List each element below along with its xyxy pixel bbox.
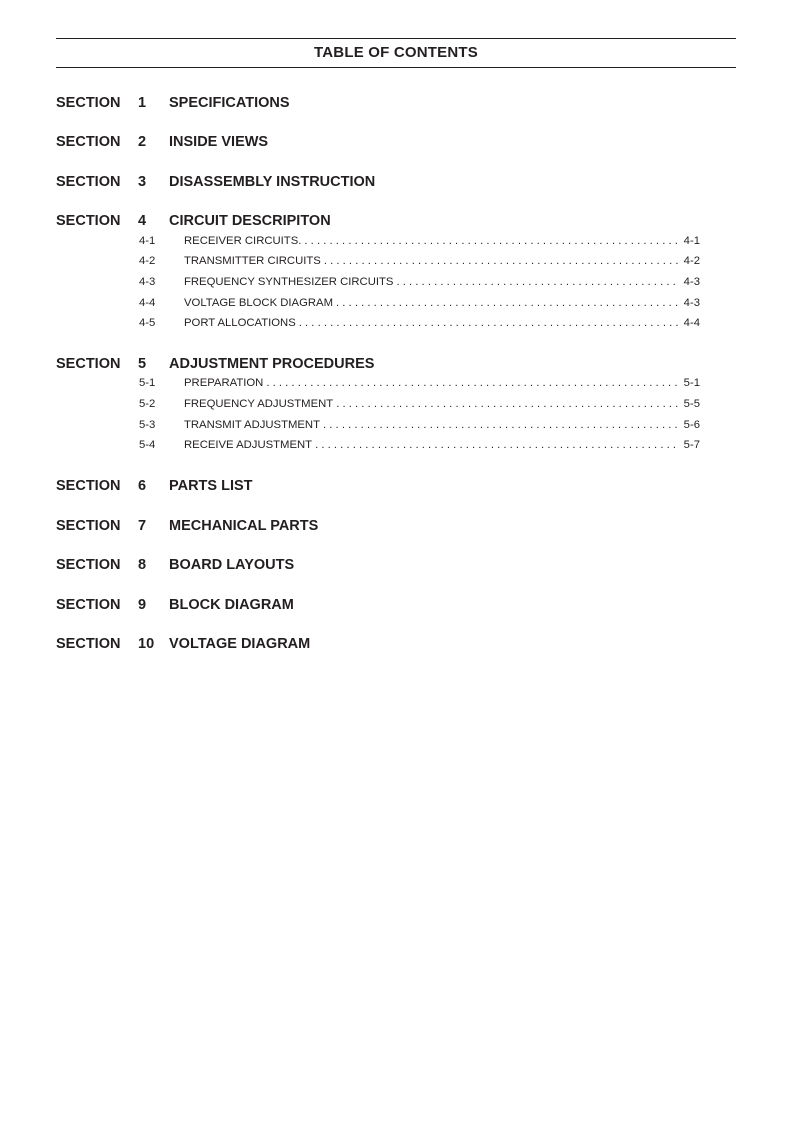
- entry-page: 5-1: [683, 377, 700, 389]
- entry-number: 5-3: [139, 419, 156, 431]
- entry-line: [184, 377, 700, 389]
- section-title: VOLTAGE DIAGRAM: [169, 636, 311, 652]
- dot-leader: [323, 419, 679, 431]
- entry-line: [184, 276, 700, 288]
- section-number: 5: [138, 356, 147, 372]
- entry-number: 4-3: [139, 276, 156, 288]
- toc-entry-4-1[interactable]: [139, 235, 700, 249]
- entry-line: [184, 419, 700, 431]
- entry-line: [184, 297, 700, 309]
- section-title: DISASSEMBLY INSTRUCTION: [169, 174, 376, 190]
- toc-section-8[interactable]: [56, 557, 736, 577]
- section-number: 8: [138, 557, 147, 573]
- section-word: SECTION: [56, 478, 121, 494]
- entry-page: 5-7: [683, 439, 700, 451]
- entry-page: 4-4: [683, 317, 700, 329]
- section-word: SECTION: [56, 174, 121, 190]
- toc-section-1[interactable]: [56, 95, 736, 115]
- section-title: INSIDE VIEWS: [169, 134, 269, 150]
- dot-leader: [315, 439, 679, 451]
- entry-label: PORT ALLOCATIONS: [184, 317, 296, 329]
- dot-leader: [336, 297, 679, 309]
- section-word: SECTION: [56, 636, 121, 652]
- entry-number: 4-5: [139, 317, 156, 329]
- section-number: 6: [138, 478, 147, 494]
- entry-page: 4-2: [683, 255, 700, 267]
- toc-entry-4-5[interactable]: [139, 317, 700, 331]
- entry-page: 4-3: [683, 297, 700, 309]
- entry-line: [184, 235, 700, 247]
- section-title: MECHANICAL PARTS: [169, 518, 319, 534]
- dot-leader: [299, 317, 679, 329]
- entry-number: 5-2: [139, 398, 156, 410]
- section-word: SECTION: [56, 597, 121, 613]
- entry-line: [184, 439, 700, 451]
- section-word: SECTION: [56, 518, 121, 534]
- toc-section-2[interactable]: [56, 134, 736, 154]
- dot-leader: [266, 377, 678, 389]
- toc-section-5[interactable]: [56, 356, 736, 376]
- dot-leader: [324, 255, 679, 267]
- section-title: SPECIFICATIONS: [169, 95, 290, 111]
- section-title: BOARD LAYOUTS: [169, 557, 295, 573]
- section-title: ADJUSTMENT PROCEDURES: [169, 356, 375, 372]
- section-title: BLOCK DIAGRAM: [169, 597, 294, 613]
- section-word: SECTION: [56, 95, 121, 111]
- toc-section-4[interactable]: [56, 213, 736, 233]
- section-word: SECTION: [56, 557, 121, 573]
- section-number: 10: [138, 636, 155, 652]
- entry-label: PREPARATION: [184, 377, 264, 389]
- toc-entry-4-3[interactable]: [139, 276, 700, 290]
- entry-page: 4-3: [683, 276, 700, 288]
- entry-line: [184, 317, 700, 329]
- toc-entry-5-2[interactable]: [139, 398, 700, 412]
- section-word: SECTION: [56, 213, 121, 229]
- toc-entry-4-4[interactable]: [139, 297, 700, 311]
- entry-label: RECEIVER CIRCUITS.: [184, 235, 302, 247]
- entry-label: TRANSMIT ADJUSTMENT: [184, 419, 320, 431]
- entry-label: VOLTAGE BLOCK DIAGRAM: [184, 297, 333, 309]
- entry-page: 4-1: [683, 235, 700, 247]
- section-number: 7: [138, 518, 147, 534]
- top-rule: [56, 38, 736, 39]
- toc-entry-5-1[interactable]: [139, 377, 700, 391]
- section-title: CIRCUIT DESCRIPITON: [169, 213, 331, 229]
- section-number: 4: [138, 213, 147, 229]
- toc-section-9[interactable]: [56, 597, 736, 617]
- entry-label: RECEIVE ADJUSTMENT: [184, 439, 313, 451]
- dot-leader: [396, 276, 678, 288]
- entry-page: 5-5: [683, 398, 700, 410]
- toc-section-6[interactable]: [56, 478, 736, 498]
- entry-label: TRANSMITTER CIRCUITS: [184, 255, 321, 267]
- entry-number: 4-4: [139, 297, 156, 309]
- section-word: SECTION: [56, 134, 121, 150]
- entry-line: [184, 255, 700, 267]
- section-word: SECTION: [56, 356, 121, 372]
- page-title: TABLE OF CONTENTS: [314, 44, 478, 61]
- bottom-rule: [56, 67, 736, 68]
- entry-label: FREQUENCY SYNTHESIZER CIRCUITS: [184, 276, 394, 288]
- section-number: 3: [138, 174, 147, 190]
- dot-leader: [336, 398, 678, 410]
- entry-number: 5-1: [139, 377, 156, 389]
- toc-entry-4-2[interactable]: [139, 255, 700, 269]
- toc-section-3[interactable]: [56, 174, 736, 194]
- section-number: 2: [138, 134, 147, 150]
- toc-section-10[interactable]: [56, 636, 736, 656]
- section-number: 1: [138, 95, 147, 111]
- entry-label: FREQUENCY ADJUSTMENT: [184, 398, 334, 410]
- section-title: PARTS LIST: [169, 478, 253, 494]
- toc-section-7[interactable]: [56, 518, 736, 538]
- entry-page: 5-6: [683, 419, 700, 431]
- entry-number: 4-1: [139, 235, 156, 247]
- toc-entry-5-3[interactable]: [139, 419, 700, 433]
- section-number: 9: [138, 597, 147, 613]
- entry-number: 5-4: [139, 439, 156, 451]
- entry-line: [184, 398, 700, 410]
- toc-entry-5-4[interactable]: [139, 439, 700, 453]
- dot-leader: [304, 235, 678, 247]
- entry-number: 4-2: [139, 255, 156, 267]
